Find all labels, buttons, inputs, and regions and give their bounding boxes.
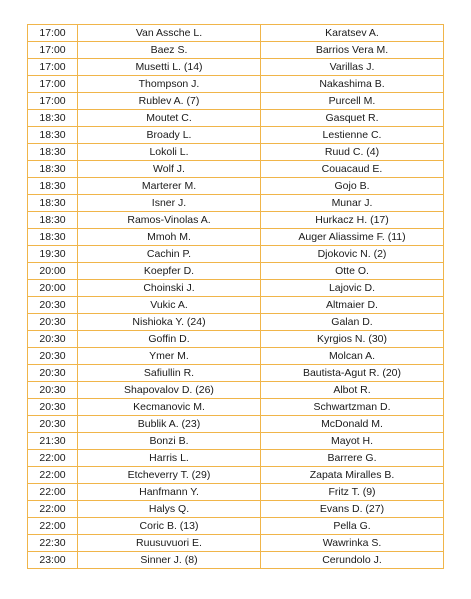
player-two-cell: Nakashima B.: [261, 76, 444, 93]
player-two-cell: Varillas J.: [261, 59, 444, 76]
match-time-cell: 22:00: [28, 501, 78, 518]
table-row: [28, 365, 444, 382]
player-one-cell: Kecmanovic M.: [78, 399, 261, 416]
player-one-cell: Hanfmann Y.: [78, 484, 261, 501]
player-two-cell: Kyrgios N. (30): [261, 331, 444, 348]
player-one-cell: Goffin D.: [78, 331, 261, 348]
player-one-cell: Etcheverry T. (29): [78, 467, 261, 484]
player-one-cell: Lokoli L.: [78, 144, 261, 161]
player-two-cell: Galan D.: [261, 314, 444, 331]
player-two-cell: Zapata Miralles B.: [261, 467, 444, 484]
match-time-cell: 22:00: [28, 484, 78, 501]
player-two-cell: Fritz T. (9): [261, 484, 444, 501]
player-two-cell: McDonald M.: [261, 416, 444, 433]
table-row: [28, 144, 444, 161]
match-time-cell: 18:30: [28, 212, 78, 229]
player-two-cell: Barrere G.: [261, 450, 444, 467]
match-time-cell: 17:00: [28, 42, 78, 59]
table-row: [28, 246, 444, 263]
match-time-cell: 22:30: [28, 535, 78, 552]
player-two-cell: Karatsev A.: [261, 25, 444, 42]
match-time-cell: 18:30: [28, 144, 78, 161]
table-row: [28, 263, 444, 280]
player-one-cell: Van Assche L.: [78, 25, 261, 42]
player-two-cell: Djokovic N. (2): [261, 246, 444, 263]
match-time-cell: 18:30: [28, 110, 78, 127]
match-time-cell: 20:30: [28, 365, 78, 382]
player-two-cell: Purcell M.: [261, 93, 444, 110]
match-time-cell: 17:00: [28, 93, 78, 110]
player-one-cell: Cachin P.: [78, 246, 261, 263]
table-row: [28, 59, 444, 76]
match-time-cell: 18:30: [28, 127, 78, 144]
match-time-cell: 18:30: [28, 195, 78, 212]
table-row: [28, 450, 444, 467]
player-one-cell: Nishioka Y. (24): [78, 314, 261, 331]
table-row: [28, 127, 444, 144]
match-time-cell: 21:30: [28, 433, 78, 450]
table-row: [28, 195, 444, 212]
player-two-cell: Gojo B.: [261, 178, 444, 195]
player-two-cell: Lajovic D.: [261, 280, 444, 297]
match-time-cell: 17:00: [28, 59, 78, 76]
table-row: [28, 399, 444, 416]
match-time-cell: 20:30: [28, 297, 78, 314]
player-two-cell: Albot R.: [261, 382, 444, 399]
player-one-cell: Musetti L. (14): [78, 59, 261, 76]
player-one-cell: Bonzi B.: [78, 433, 261, 450]
table-row: [28, 518, 444, 535]
player-one-cell: Ruusuvuori E.: [78, 535, 261, 552]
table-row: [28, 314, 444, 331]
player-one-cell: Marterer M.: [78, 178, 261, 195]
table-row: [28, 212, 444, 229]
match-time-cell: 20:30: [28, 416, 78, 433]
match-time-cell: 20:30: [28, 382, 78, 399]
match-time-cell: 18:30: [28, 161, 78, 178]
table-row: [28, 552, 444, 569]
match-time-cell: 20:30: [28, 331, 78, 348]
match-time-cell: 20:30: [28, 348, 78, 365]
table-row: [28, 161, 444, 178]
player-one-cell: Mmoh M.: [78, 229, 261, 246]
table-row: [28, 42, 444, 59]
table-row: [28, 535, 444, 552]
player-two-cell: Munar J.: [261, 195, 444, 212]
match-time-cell: 22:00: [28, 450, 78, 467]
player-two-cell: Bautista-Agut R. (20): [261, 365, 444, 382]
player-one-cell: Harris L.: [78, 450, 261, 467]
match-time-cell: 22:00: [28, 518, 78, 535]
player-two-cell: Ruud C. (4): [261, 144, 444, 161]
player-one-cell: Halys Q.: [78, 501, 261, 518]
player-one-cell: Wolf J.: [78, 161, 261, 178]
table-row: [28, 416, 444, 433]
table-row: [28, 93, 444, 110]
player-two-cell: Pella G.: [261, 518, 444, 535]
player-two-cell: Couacaud E.: [261, 161, 444, 178]
player-two-cell: Hurkacz H. (17): [261, 212, 444, 229]
table-row: [28, 297, 444, 314]
table-row: [28, 280, 444, 297]
table-row: [28, 178, 444, 195]
match-time-cell: 23:00: [28, 552, 78, 569]
player-two-cell: Gasquet R.: [261, 110, 444, 127]
table-row: [28, 25, 444, 42]
table-row: [28, 76, 444, 93]
match-time-cell: 20:30: [28, 399, 78, 416]
player-two-cell: Schwartzman D.: [261, 399, 444, 416]
player-one-cell: Broady L.: [78, 127, 261, 144]
player-two-cell: Molcan A.: [261, 348, 444, 365]
player-two-cell: Barrios Vera M.: [261, 42, 444, 59]
player-two-cell: Otte O.: [261, 263, 444, 280]
player-one-cell: Vukic A.: [78, 297, 261, 314]
player-one-cell: Sinner J. (8): [78, 552, 261, 569]
player-two-cell: Wawrinka S.: [261, 535, 444, 552]
player-one-cell: Baez S.: [78, 42, 261, 59]
table-row: [28, 433, 444, 450]
match-time-cell: 20:00: [28, 280, 78, 297]
match-time-cell: 18:30: [28, 178, 78, 195]
player-two-cell: Altmaier D.: [261, 297, 444, 314]
player-two-cell: Cerundolo J.: [261, 552, 444, 569]
table-row: [28, 382, 444, 399]
table-row: [28, 229, 444, 246]
player-one-cell: Shapovalov D. (26): [78, 382, 261, 399]
player-one-cell: Rublev A. (7): [78, 93, 261, 110]
player-one-cell: Ramos-Vinolas A.: [78, 212, 261, 229]
player-two-cell: Mayot H.: [261, 433, 444, 450]
table-row: [28, 110, 444, 127]
match-time-cell: 17:00: [28, 25, 78, 42]
player-two-cell: Evans D. (27): [261, 501, 444, 518]
match-time-cell: 20:30: [28, 314, 78, 331]
table-row: [28, 484, 444, 501]
match-time-cell: 22:00: [28, 467, 78, 484]
table-row: [28, 467, 444, 484]
schedule-body: [28, 25, 444, 569]
player-one-cell: Thompson J.: [78, 76, 261, 93]
player-one-cell: Bublik A. (23): [78, 416, 261, 433]
table-row: [28, 501, 444, 518]
player-two-cell: Auger Aliassime F. (11): [261, 229, 444, 246]
match-time-cell: 17:00: [28, 76, 78, 93]
match-time-cell: 18:30: [28, 229, 78, 246]
player-one-cell: Safiullin R.: [78, 365, 261, 382]
match-time-cell: 20:00: [28, 263, 78, 280]
player-one-cell: Isner J.: [78, 195, 261, 212]
table-row: [28, 348, 444, 365]
table-row: [28, 331, 444, 348]
match-time-cell: 19:30: [28, 246, 78, 263]
player-one-cell: Koepfer D.: [78, 263, 261, 280]
player-two-cell: Lestienne C.: [261, 127, 444, 144]
match-schedule-table: [27, 24, 444, 569]
player-one-cell: Ymer M.: [78, 348, 261, 365]
player-one-cell: Coric B. (13): [78, 518, 261, 535]
player-one-cell: Moutet C.: [78, 110, 261, 127]
player-one-cell: Choinski J.: [78, 280, 261, 297]
